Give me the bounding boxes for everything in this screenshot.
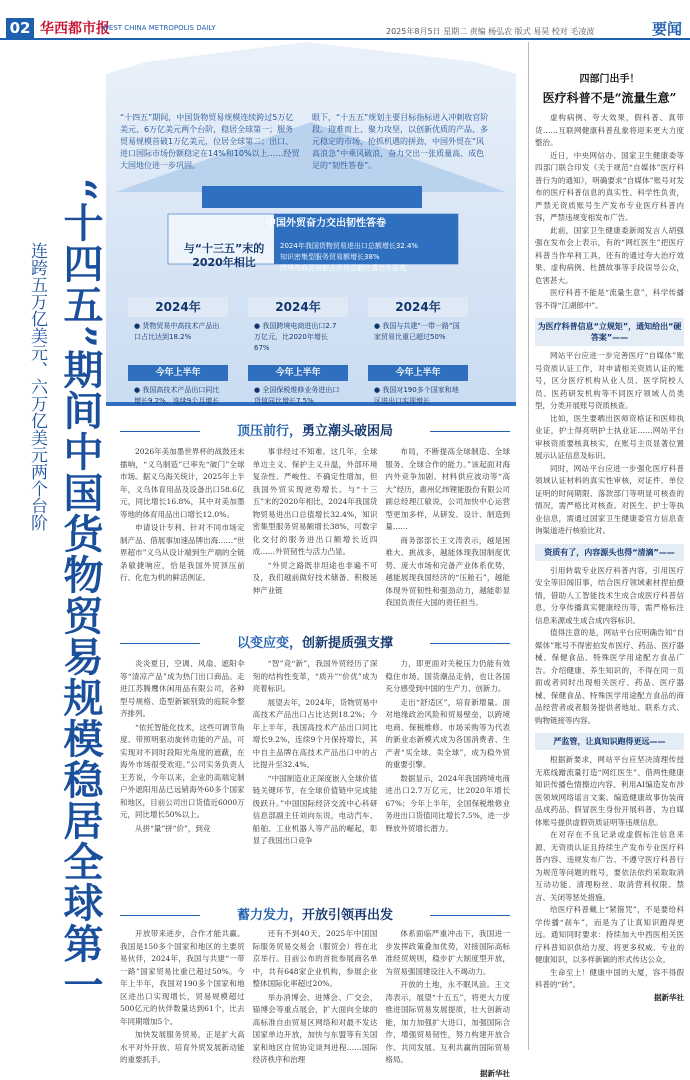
side-body	[535, 565, 684, 728]
section-name: 要闻	[652, 18, 682, 39]
side-body	[535, 350, 684, 538]
paragraph: “智”竞“新”，我国外贸经历了深刻的结构性变革，“质升”“价优”成为亮着标识。	[253, 658, 378, 696]
byline: 据新华社	[385, 1068, 510, 1080]
page-number: 02	[6, 18, 34, 38]
paragraph: 炎炎夏日，空调、风扇、遮阳伞等“清凉产品”成为热门出口商品。走进江苏腾鹰休闲用品有限公司，各种型号规格、造型新颖别致的庭院伞整齐排列。	[120, 658, 245, 721]
paragraph: 展望去年，2024年，货物贸易中高技术产品出口占比达到18.2%；今年上半年，我国高技术产品出口同比增长9.2%，连续9个月保持增长，其中自主品牌在高技术产品出口中的占比提升至32.4%。	[253, 697, 378, 772]
stat-text: ● 我国与共建“一带一路”国家贸易比重已超过50%	[368, 317, 468, 365]
paragraph: 值得注意的是，网站平台应明确告知“自媒体”账号不得密拍发布医疗、药品、医疗器械、保健食品、特殊医学用途配方食品广告。介绍健康、养生知识的，不得在同一页面或者同时出现相关医疗、药品、医疗器械、保健食品、特殊医学用途配方食品的商品经营者或者服务提供者地址、联系方式、购物链接等内容。	[535, 627, 684, 727]
stat-year: 2024年	[128, 297, 228, 317]
paragraph: 虚构病例、夸大效果，假科普、真带货……互联网健康科普乱象将迎来更大力度整治。	[535, 112, 684, 150]
text-column	[385, 446, 510, 626]
feature-article	[0, 42, 520, 1050]
text-column	[385, 928, 510, 1048]
paragraph: 2026年美加墨世界杯的战鼓还未擂响，“义乌制造”已率先“破门”全球市场。据义乌海关统计，2025年上半年，义乌体育用品及设备出口58.6亿元，同比增长16.8%，其中对美加墨等地的体育用品出口增长12.0%。	[120, 446, 245, 521]
section-heading-a: 顶压前行，	[237, 424, 302, 439]
text-column	[120, 928, 245, 1048]
section-heading	[120, 904, 510, 926]
intro-right: 眼下，“十五五”规划主要目标指标进入冲刺收官阶段。迎难而上、聚力攻坚，以创新优质的产品、多元稳定的市场，抢抓机遇的拼劲，中国外贸在“风高浪急”中乘风破浪，奋力交出一张质量高、成色足的“韧性答卷”。	[312, 112, 492, 172]
paragraph: 近日，中央网信办、国家卫生健康委等四部门联合印发《关于规范“自媒体”医疗科普行为的通知》，明确要求“自媒体”账号对发布的医疗科普信息的真实性、科学性负责，严禁无资质账号生产发布专业医疗科普内容，严禁违规变相发布广告。	[535, 150, 684, 225]
stat-text: ● 货物贸易中高技术产品出口占比达到18.2%	[128, 317, 228, 365]
text-column	[385, 658, 510, 898]
section-heading-a: 以变应变，	[237, 636, 302, 651]
stat-column	[248, 297, 348, 429]
stat-year: 2024年	[248, 297, 348, 317]
section-heading	[120, 632, 510, 654]
paragraph: 开放带来进步，合作才能共赢。我国是150多个国家和地区的主要贸易伙伴，2024年，我国与共建“一带一路”国家贸易比重已超过50%。今年上半年，我国对190多个国家和地区进出口实现增长，贸易规模超过500亿元的伙伴数量达到61个，比去年同期增加5个。	[120, 928, 245, 1028]
paragraph: 比如，医生要晒出医师资格证和医师执业证，护士得亮明护士执业证……网站平台审核资质要核真核实，在账号主页显著位置展示认证信息及标识。	[535, 413, 684, 463]
compare-item: 2024年我国货物贸易进出口总额增长32.4%	[280, 241, 418, 252]
paragraph: 体系面临严重冲击下，我国进一步发挥政策叠加优势，对接国际高标准经贸规则，稳步扩大制度型开放，为贸易强国建设注入不竭动力。	[385, 928, 510, 978]
compare-list	[280, 241, 418, 274]
paragraph: 在对存在不良记录或虚假标注信息来源、无资质认证且持续生产发布专业医疗科普内容、违规发布广告、不遵守医疗科普行为规范等问题的账号，要依法依约采取取消互动功能、清理粉丝、取消营利权限、禁言、关闭等惩处措施。	[535, 829, 684, 904]
text-column	[253, 446, 378, 626]
side-article	[528, 42, 684, 1050]
text-column	[120, 658, 245, 898]
paragraph: 数据显示，2024年我国跨境电商进出口2.7万亿元，比2020年增长67%；今年上半年，全国保税维修业务进出口货值同比增长7.5%，进一步释放外贸增长潜力。	[385, 773, 510, 836]
section-body	[120, 928, 510, 1048]
paragraph: “中国制造业正深度嵌入全球价值链关键环节，在全球价值链中完成能级跃升。”中国国际经济交流中心科研信息部副主任刘向东说，电动汽车、船舶、工业机器人等产品的崛起，彰显了我国出口竞争	[253, 773, 378, 848]
side-subhead: 资质有了，内容源头也得“清滴”——	[535, 544, 684, 561]
stat-text: ● 我国跨境电商进出口2.7万亿元，比2020年增长67%	[248, 317, 348, 365]
stat-text: ● 全国保税维修业务进出口货值同比增长7.5%	[248, 381, 348, 429]
paragraph: 引用转载专业医疗科普内容，引用医疗安全等旧闻旧事，结合医疗领域素材捏拍摄情，借助人工智能技术生成合成医疗科普信息，分享传播真实健康经历等，需严格标注信息来源或生成合成内容标识。	[535, 565, 684, 628]
paragraph: 事非经过不知难。这几年，全球单边主义、保护主义升温，外部环境复杂性、严峻性、不确定性增加，但我国外贸实现逆势增长。与“十三五”末的2020年相比，2024年我国货物贸易进出口总值增长32.4%，知识密集型服务贸易额增长38%，可数字化交付的服务进出口额增长近四成……外贸韧性与活力凸显。	[253, 446, 378, 559]
section-heading	[120, 420, 510, 442]
issue-meta: 2025年8月5日 星期二 责编 杨弘农 版式 易昊 校对 毛凌波	[386, 26, 594, 37]
text-column	[253, 928, 378, 1048]
section-heading-b: 创新提质强支撑	[302, 636, 393, 651]
newspaper-logo-en: WEST CHINA METROPOLIS DAILY	[102, 24, 216, 32]
paragraph: 力，即更面对关税压力仍能有效稳住市场。国货潮品走俏，也让各国充分感受到中国的生产力、创新力。	[385, 658, 510, 696]
paragraph: 走出“舒适区”，培育新增量。面对地缘政治风险和贸易壁垒，以跨境电商、保税维修、市场采购等为代表的新业态新模式成为各国消费者、生产者“买全球、卖全球”，成为稳外贸的重要引擎。	[385, 697, 510, 772]
paragraph: 从拼“量”拼“价”，到竞	[120, 823, 245, 836]
newspaper-logo: 华西都市报	[40, 18, 110, 38]
paragraph: 还有不到40天，2025年中国国际服务贸易交易会（服贸会）将在北京举行。目前公布的首批参展商名单中，共有648家企业机构，参展企业整体国际化率超过20%。	[253, 928, 378, 991]
byline: 据新华社	[535, 992, 684, 1005]
paragraph: 生命至上！健康中国的大厦，容不得假科普的“砖”。	[535, 967, 684, 992]
paragraph: 商务部部长王文涛表示，越是困难大、挑战多，越能体现我国制度优势、庞大市场和完备产业体系优势，越能展现我国经济的“压舱石”，越能体现外贸韧性和强劲动力，越能彰显我国负责任大国的责任担当。	[385, 535, 510, 610]
feature-subtitle: 连跨五万亿美元、六万亿美元两个台阶	[20, 242, 48, 531]
paragraph: 举办消博会、进博会、广交会，锚博会等重点展会，扩大面向全球的高标准自由贸易区网络和对最不发达国家单边开放，加快与东盟等有关国家和地区自贸协定谈判进程……国际经济秩序和治理	[253, 992, 378, 1067]
stat-column	[368, 297, 468, 429]
masthead	[0, 0, 690, 40]
section-heading-b: 勇立潮头破困局	[302, 424, 393, 439]
stat-period: 今年上半年	[248, 365, 348, 381]
section-body	[120, 446, 510, 626]
stat-year: 2024年	[368, 297, 468, 317]
paragraph: 加快发展服务贸易，正是扩大高水平对外开放、培育外贸发展新动能的重要抓手。	[120, 1029, 245, 1067]
text-column	[120, 446, 245, 626]
stat-period: 今年上半年	[128, 365, 228, 381]
paragraph: 医疗科普不能是“流量生意”，科学传播容不得“江湖郎中”。	[535, 287, 684, 312]
paragraph: 根据新要求，网站平台应坚决清理传授无底线蹭流量打造“网红医生”、借两性健康知识传播色情擦边内容、利用AI编造发布涉医领域网络谣言文案、编造健康故事伪装商品成药品、假冒医生身份开展科普、为自媒体账号提供虚假资质证明等违规信息。	[535, 754, 684, 829]
side-title: 医疗科普不是“流量生意”	[535, 89, 684, 106]
paragraph: 给医疗科普戴上“紧箍咒”，不是要给科学传播“刹车”，而是为了让真知识跑得更远。通知同时要求：持续加大中西医相关医疗科普知识供给力度，将更多权威、专业的健康知识，以多样新颖的形式传达公众。	[535, 904, 684, 967]
side-intro	[535, 112, 684, 312]
compare-label: 与“十三五”末的2020年相比	[176, 242, 272, 270]
feature-title: “十四五”期间中国货物贸易规模稳居全球第一	[56, 178, 102, 1005]
compare-item: 跨境电商贸易额占外贸总额比重逐步提高	[280, 263, 418, 274]
side-subhead: 为医疗科普信息“立规矩”，通知给出“硬答案”——	[535, 318, 684, 346]
paragraph: 同时，网站平台应进一步强化医疗科普领域认证材料的真实性审核，对证件、单位证明的时间期限、落款部门等明显可核查的情况，需严格比对核查。对医生、护士等执业信息，需通过国家卫生健康委官方信息查询渠道进行核验比对。	[535, 463, 684, 538]
stat-column	[128, 297, 228, 429]
side-subhead: 严监管，让真知识跑得更远——	[535, 733, 684, 750]
side-kicker: 四部门出手！	[535, 70, 684, 85]
section-body	[120, 658, 510, 898]
paragraph: 网站平台应进一步完善医疗“自媒体”账号资质认证工作，对申请相关资质认证的账号，区分医疗机构从业人员、医学院校人员、医药研发机构等不同医疗领域人员类型，分类开展账号资质核查。	[535, 350, 684, 413]
intro-left: “十四五”期间，中国货物贸易规模连续跨过5万亿美元、6万亿美元两个台阶，稳居全球第一；服务贸易规模首破1万亿美元，位居全球第二；出口、进口国际市场份额稳定在14%和10%以上……经贸大国地位进一步巩固。	[120, 112, 300, 172]
section-heading-a: 蓄力发力，	[237, 908, 302, 923]
compare-item: 知识密集型服务贸易额增长38%	[280, 252, 418, 263]
paragraph: 布局，不断提高全球制造、全球服务、全球合作的能力。”该起面对海内外竞争加剧、材料供应波动等“高大”经历，惠州亿纬锂能股份有限公司副总经理江敏说，公司加快中心运营型更加多样，从研发、设计、制造到量……	[385, 446, 510, 534]
section-heading-b: 开放引领再出发	[302, 908, 393, 923]
stat-text: ● 我国高技术产品出口同比增长9.2%，连续9个月增长	[128, 381, 228, 429]
text-column	[253, 658, 378, 898]
stat-text: ● 我国对190多个国家和地区进出口实现增长	[368, 381, 468, 429]
side-body	[535, 754, 684, 1004]
paragraph: “依托智能化技术，这些可调节角度、带照明驱动旋转功能的产品，可实现对不同时段阳光角度的遮蔽，在海外市场很受欢迎。”公司实务负责人王芳说，今年以来，企业的高端定制户外遮阳用品已远销海外60多个国家和地区，目前公司出口货值近6000万元，同比增长50%以上。	[120, 722, 245, 822]
paragraph: 申请设计专利、针对不同市场定制产品、借展事加速品牌出海……“世界超市”义乌从设计端到生产端的全链条敏捷响应，恰是我国外贸顶压前行、化危为机的鲜活例证。	[120, 522, 245, 585]
paragraph: 此前，国家卫生健康委新闻发言人胡强强在发布会上表示，有的“网红医生”把医疗科普当作牟利工具，还有的通过夸大治疗效果、虚构病例、杜撰故事等手段误导公众，危害甚大。	[535, 225, 684, 288]
graphic-banner: 中国外贸奋力交出韧性答卷	[206, 214, 446, 229]
paragraph: 开放的土地，永不眠风浪。王文涛表示，展望“十五五”，将更大力度推进国际贸易发展提质，壮大创新动能，加力加强扩大进口，加强国际合作，增强贸易韧性，努力构建开放合作、共同发展、互利共赢的国际贸易格局。	[385, 979, 510, 1067]
paragraph: “外贸之路既非坦途也非遍不可及，我们越前做好技术储备、积极延伸产业链	[253, 560, 378, 598]
stat-period: 今年上半年	[368, 365, 468, 381]
